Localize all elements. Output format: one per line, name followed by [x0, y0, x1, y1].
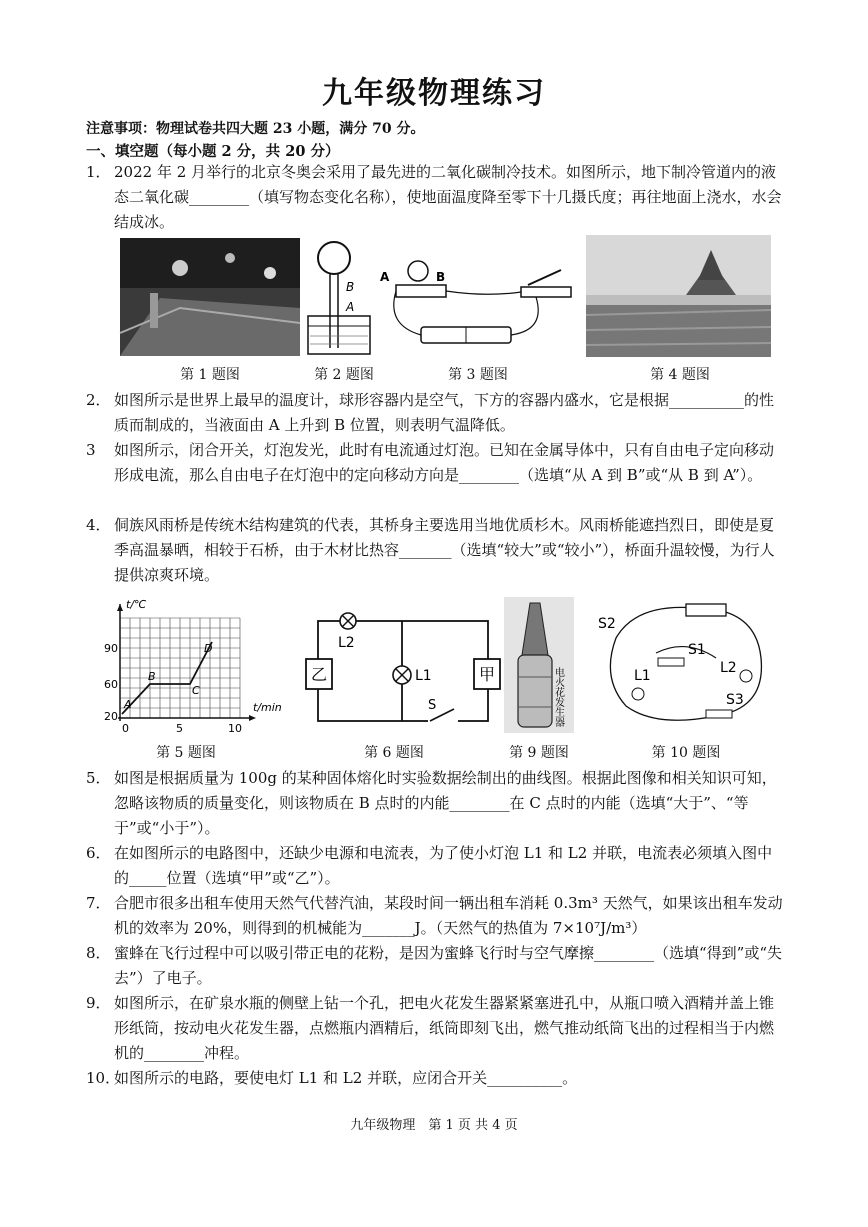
fig5-point-d: D: [204, 642, 213, 655]
question-number: 8．: [86, 944, 111, 962]
fig2-thermometer: [300, 238, 380, 360]
fig6-label-l2: L2: [338, 635, 355, 651]
fig5-point-a: A: [124, 698, 132, 711]
question-number: 2．: [86, 391, 111, 409]
question-number: 5．: [86, 769, 111, 787]
question-text: 侗族风雨桥是传统木结构建筑的代表，其桥身主要选用当地优质杉木。风雨桥能遮挡烈日，即使是夏季高温暴晒，相较于石桥，由于木材比热容_______（选填“较大”或“较小”），桥面升温较慢，为行人提供凉爽环境。: [114, 516, 775, 584]
page-title: 九年级物理练习: [322, 76, 546, 111]
question-number: 10．: [86, 1069, 121, 1087]
fig5-point-c: C: [192, 684, 200, 697]
question-text: 如图所示的电路，要使电灯 L1 和 L2 并联，应闭合开关__________。: [114, 1069, 578, 1087]
fig9-caption: 第 9 题图: [509, 745, 569, 761]
fig6-label-yi: 乙: [311, 665, 328, 684]
question-text: 2022 年 2 月举行的北京冬奥会采用了最先进的二氧化碳制冷技术。如图所示，地下制冷管道内的液态二氧化碳________（填写物态变化名称），使地面温度降至零下十几摄氏度；再往地面上浇水，水会结成冰。: [114, 163, 782, 231]
fig5-tick-0: 0: [122, 722, 129, 735]
fig2-label-a: A: [346, 300, 355, 314]
fig10-label-l2: L2: [720, 660, 737, 676]
fig5-caption: 第 5 题图: [156, 745, 216, 761]
fig5-tick-20: 20: [104, 710, 118, 723]
fig6-caption: 第 6 题图: [364, 745, 424, 761]
question-text: 合肥市很多出租车使用天然气代替汽油，某段时间一辆出租车消耗 0.3m³ 天然气，如果该出租车发动机的效率为 20%，则得到的机械能为_______J。（天然气的热值为 7×10⁷J/m³）: [114, 894, 783, 937]
fig3-label-b: B: [436, 270, 446, 284]
question-text: 如图所示是世界上最早的温度计，球形容器内是空气，下方的容器内盛水，它是根据__________的性质而制成的，当液面由 A 上升到 B 位置，则表明气温降低。: [114, 391, 775, 434]
fig2-caption: 第 2 题图: [314, 367, 374, 383]
fig1-caption: 第 1 题图: [180, 367, 240, 383]
fig6-circuit: [296, 603, 496, 737]
question-number: 9．: [86, 994, 111, 1012]
page-footer: 九年级物理 第 1 页 共 4 页: [350, 1118, 518, 1133]
fig1-photo: [120, 238, 300, 360]
question-text: 在如图所示的电路图中，还缺少电源和电流表，为了使小灯泡 L1 和 L2 并联，电流表必须填入图中的_____位置（选填“甲”或“乙”）。: [114, 844, 773, 887]
question-number: 7．: [86, 894, 111, 912]
question-text: 如图是根据质量为 100g 的某种固体熔化时实验数据绘制出的曲线图。根据此图像和相关知识可知，忽略该物质的质量变化，则该物质在 B 点时的内能________在 C 点时的内能（选填“大于”、“等于”或“小于”）。: [114, 769, 777, 837]
question-number: 1．: [86, 163, 111, 181]
question-number: 4．: [86, 516, 111, 534]
fig5-point-b: B: [148, 670, 156, 683]
fig10-label-s2: S2: [598, 616, 616, 632]
fig10-label-l1: L1: [634, 668, 651, 684]
fig10-caption: 第 10 题图: [651, 745, 721, 761]
fig9-bottle: [504, 597, 574, 737]
fig5-tick-10: 10: [228, 722, 242, 735]
fig3-circuit: [376, 245, 576, 359]
fig5-tick-90: 90: [104, 642, 118, 655]
fig6-label-l1: L1: [415, 668, 432, 684]
question-text: 如图所示，在矿泉水瓶的侧壁上钻一个孔，把电火花发生器紧紧塞进孔中，从瓶口喷入酒精并盖上锥形纸筒，按动电火花发生器，点燃瓶内酒精后，纸筒即刻飞出，燃气推动纸筒飞出的过程相当于内燃机的________冲程。: [114, 994, 775, 1062]
fig6-label-s: S: [428, 698, 437, 713]
fig5-xaxis-label: t/min: [253, 701, 282, 714]
fig4-caption: 第 4 题图: [650, 367, 710, 383]
fig3-caption: 第 3 题图: [448, 367, 508, 383]
fig10-label-s1: S1: [688, 642, 706, 658]
fig5-tick-60: 60: [104, 678, 118, 691]
fig3-label-a: A: [380, 270, 390, 284]
question-number: 6．: [86, 844, 111, 862]
fig10-label-s3: S3: [726, 692, 744, 708]
fig6-label-jia: 甲: [479, 665, 496, 684]
question-number: 3: [86, 441, 96, 459]
question-text: 蜜蜂在飞行过程中可以吸引带正电的花粉，是因为蜜蜂飞行时与空气摩擦________（选填“得到”或“失去”）了电子。: [114, 944, 783, 987]
question-text: 如图所示，闭合开关，灯泡发光，此时有电流通过灯泡。已知在金属导体中，只有自由电子定向移动形成电流，那么自由电子在灯泡中的定向移动方向是________（选填“从 A 到 B”或“从 B 到 A”）。: [114, 441, 775, 484]
fig4-photo: [586, 235, 771, 361]
section-heading: 一、填空题（每小题 2 分，共 20 分）: [86, 143, 340, 160]
notice-line: 注意事项：物理试卷共四大题 23 小题，满分 70 分。: [86, 121, 425, 137]
fig2-label-b: B: [346, 280, 355, 294]
fig10-circuit: [596, 598, 776, 740]
fig5-yaxis-label: t/℃: [126, 598, 147, 611]
fig9-label: 电火花发生器: [552, 667, 564, 727]
fig5-tick-5: 5: [176, 722, 183, 735]
fig5-graph: [104, 596, 298, 740]
